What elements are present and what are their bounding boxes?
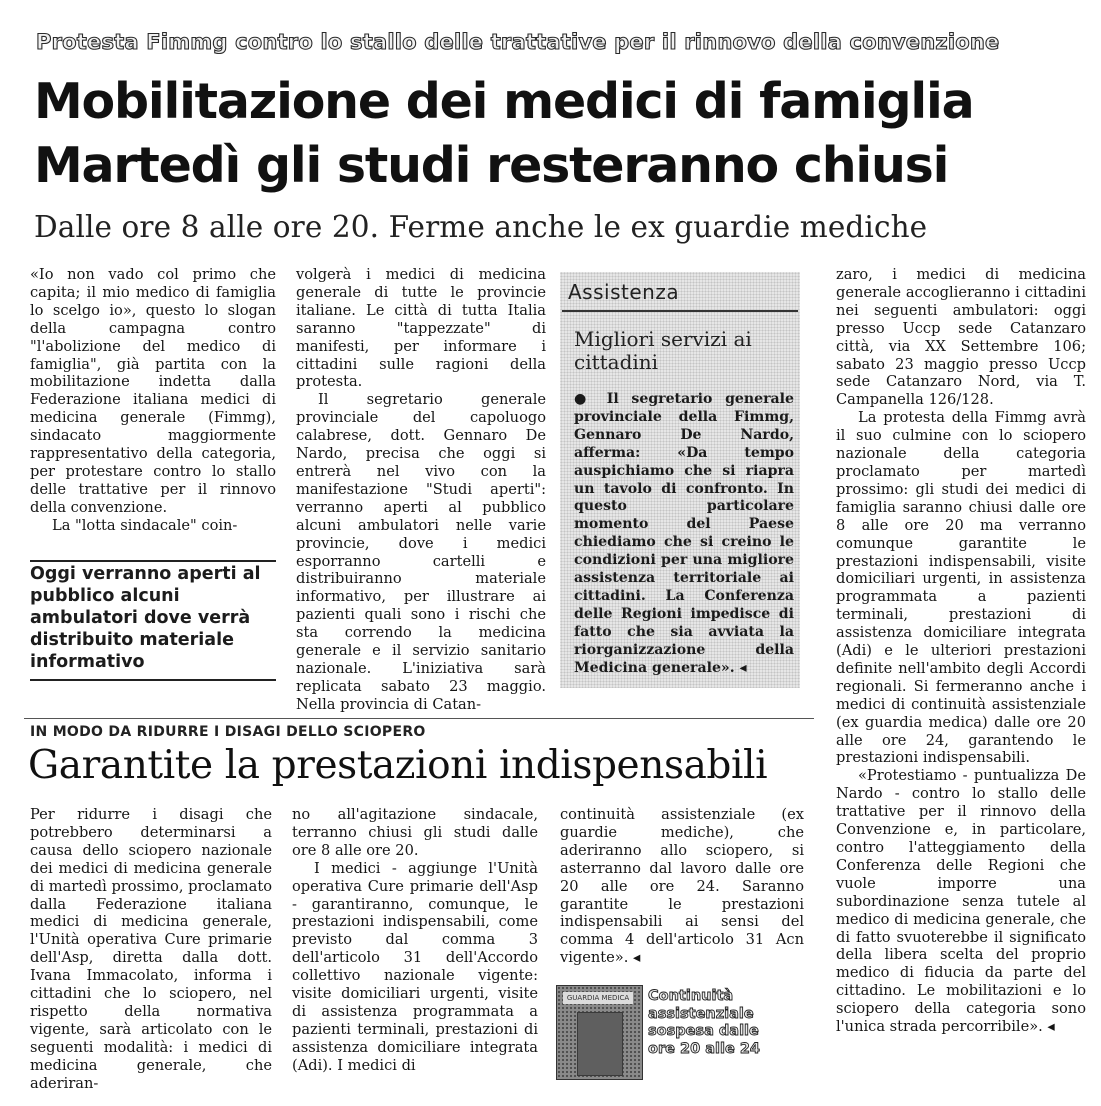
second-article-column-2 (292, 806, 538, 1075)
article-paragraph: no all'agitazione sindacale, terranno chiusi gli studi dalle ore 8 alle ore 20. (292, 806, 538, 859)
article-paragraph: «Protestiamo - puntualizza De Nardo - contro lo stallo delle trattative per il rinnovo della Convenzione e, in particolare, contro l'atteggiamento della Conferenza delle Regioni che vuole imporre una subordinazione senza tutele al medico di medicina generale, che di fatto svuoterebbe il significato della libera scelta del proprio medico di fiducia da parte del cittadino. Le mobilitazioni e lo sciopero della categoria sono l'unica strada percorribile». ◂ (836, 767, 1086, 1036)
second-article-column-3 (560, 806, 804, 967)
article-kicker: Protesta Fimmg contro lo stallo delle trattative per il rinnovo della convenzione (36, 30, 1000, 54)
photo-door (577, 1012, 623, 1076)
guardia-medica-photo (556, 985, 643, 1080)
article-column-1 (30, 266, 276, 535)
article-paragraph: Il segretario generale provinciale del capoluogo calabrese, dott. Gennaro De Nardo, precisa che oggi si entrerà nel vivo con la manifestazione "Studi aperti": verranno aperti al pubblico alcuni ambulatori nelle varie provincie, dove i medici esporranno cartelli e distribuiranno materiale informativo, per illustrare ai pazienti quali sono i rischi che sta correndo la medicina generale e il servizio sanitario nazionale. L'iniziativa sarà replicata sabato 23 maggio. Nella provincia di Catan- (296, 391, 546, 713)
second-article-headline: Garantite la prestazioni indispensabili (28, 743, 768, 788)
sidebar-divider (562, 310, 798, 312)
photo-caption: Continuità assistenziale sospesa dalle ore 20 alle 24 (648, 988, 761, 1057)
subheadline: Dalle ore 8 alle ore 20. Ferme anche le ex guardie mediche (34, 210, 928, 244)
second-article-kicker: IN MODO DA RIDURRE I DISAGI DELLO SCIOPERO (30, 724, 426, 740)
second-article-column-1 (30, 806, 272, 1093)
section-divider (24, 718, 814, 719)
pull-quote: Oggi verranno aperti al pubblico alcuni ambulatori dove verrà distribuito materiale informativo (30, 560, 276, 681)
headline-line-2: Martedì gli studi resteranno chiusi (34, 137, 949, 194)
sidebar-paragraph: ● Il segretario generale provinciale della Fimmg, Gennaro De Nardo, afferma: «Da tempo auspichiamo che si riapra un tavolo di confronto. In questo particolare momento del Paese chiediamo che si creino le condizioni per una migliore assistenza territoriale ai cittadini. La Conferenza delle Regioni impedisce di fatto che sia avviata la riorganizzazione della Medicina generale». ◂ (574, 391, 794, 676)
sidebar-title: Migliori servizi ai cittadini (574, 327, 752, 374)
sidebar-label: Assistenza (568, 280, 680, 304)
article-paragraph: La protesta della Fimmg avrà il suo culmine con lo sciopero nazionale della categoria proclamato per martedì prossimo: gli studi dei medici di famiglia saranno chiusi dalle ore 8 alle ore 20 ma verranno comunque garantite le prestazioni indispensabili, visite domiciliari urgenti, in assistenza programmata a pazienti terminali, prestazioni di assistenza domiciliare integrata (Adi) e le ulteriori prestazioni definite nell'ambito degli Accordi regionali. Si fermeranno anche i medici di continuità assistenziale (ex guardia medica) dalle ore 20 alle ore 24, garantendo le prestazioni indispensabili. (836, 409, 1086, 767)
article-column-4 (836, 266, 1086, 1036)
photo-sign: GUARDIA MEDICA (563, 992, 633, 1004)
article-paragraph: continuità assistenziale (ex guardie mediche), che aderiranno allo sciopero, si asterranno dal lavoro dalle ore 20 alle ore 24. Saranno garantite le prestazioni indispensabili ai sensi del comma 4 dell'articolo 31 Acn vigente». ◂ (560, 806, 804, 967)
headline-line-1: Mobilitazione dei medici di famiglia (34, 73, 974, 130)
article-paragraph: zaro, i medici di medicina generale accoglieranno i cittadini nei seguenti ambulatori: oggi presso Uccp sede Catanzaro città, via XX Settembre 106; sabato 23 maggio presso Uccp sede Catanzaro Nord, via T. Campanella 126/128. (836, 266, 1086, 409)
article-paragraph: volgerà i medici di medicina generale di tutte le provincie italiane. Le città di tutta Italia saranno "tappezzate" di manifesti, per informare i cittadini sulle ragioni della protesta. (296, 266, 546, 391)
article-paragraph: I medici - aggiunge l'Unità operativa Cure primarie dell'Asp - garantiranno, comunque, le prestazioni indispensabili, come previsto dal comma 3 dell'articolo 31 dell'Accordo collettivo nazionale vigente: visite domiciliari urgenti, visite di assistenza programmata a pazienti terminali, prestazioni di assistenza domiciliare integrata (Adi). I medici di (292, 859, 538, 1074)
article-paragraph: Per ridurre i disagi che potrebbero determinarsi a causa dello sciopero nazionale dei medici di medicina generale di martedì prossimo, proclamato dalla Federazione italiana medici di medicina generale, l'Unità operativa Cure primarie dell'Asp, diretta dalla dott. Ivana Immacolato, informa i cittadini che lo sciopero, nel rispetto della normativa vigente, sarà articolato con le seguenti modalità: i medici di medicina generale, che aderiran- (30, 806, 272, 1092)
article-paragraph: «Io non vado col primo che capita; il mio medico di famiglia lo scelgo io», questo lo slogan della campagna contro "l'abolizione del medico di famiglia", già partita con la mobilitazione indetta dalla Federazione italiana medici di medicina generale (Fimmg), sindacato maggiormente rappresentativo della categoria, per protestare contro lo stallo delle trattative per il rinnovo della convenzione. (30, 266, 276, 516)
article-column-2 (296, 266, 546, 714)
article-paragraph: La "lotta sindacale" coin- (52, 516, 238, 534)
sidebar-body (574, 391, 794, 678)
